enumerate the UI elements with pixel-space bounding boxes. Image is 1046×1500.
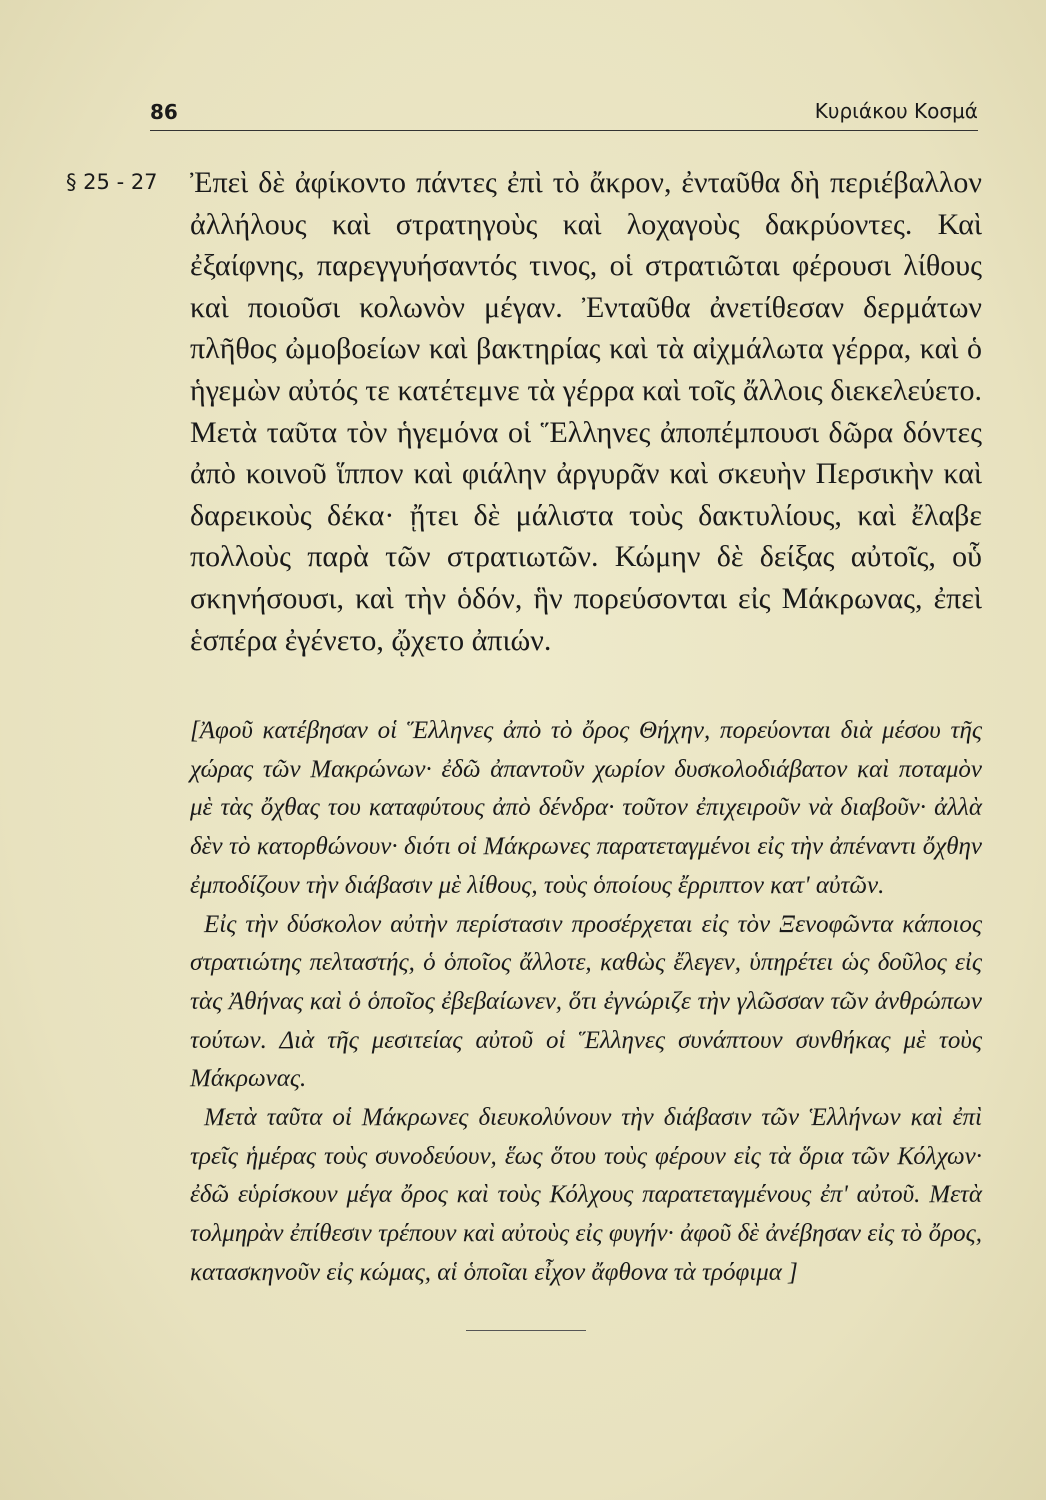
page-number: 86 (150, 100, 178, 124)
commentary-paragraph-3: Μετὰ ταῦτα οἱ Μάκρωνες διευκολύνουν τὴν διάβασιν τῶν Ἑλλήνων καὶ ἐπὶ τρεῖς ἡμέρας τοὺς συνοδεύουν, ἕως ὅτου τοὺς φέρουν εἰς τὰ ὅρια τῶν Κόλχων· ἐδῶ εὑρίσκουν μέγα ὄρος καὶ τοὺς Κόλχους παρατεταγμένους ἐπ' αὐτοῦ. Μετὰ τολμηρὰν ἐπίθεσιν τρέπουν καὶ αὐτοὺς εἰς φυγήν· ἀφοῦ δὲ ἀνέβησαν εἰς τὸ ὄρος, κατασκηνοῦν εἰς κώμας, αἱ ὁποῖαι εἶχον ἄφθονα τὰ τρόφιμα ] (190, 1104, 982, 1286)
running-title: Κυριάκου Κοσμά (814, 99, 978, 123)
commentary-paragraph-2: Εἰς τὴν δύσκολον αὐτὴν περίστασιν προσέρχεται εἰς τὸν Ξενοφῶντα κάποιος στρατιώτης πελταστής, ὁ ὁποῖος ἄλλοτε, καθὼς ἔλεγεν, ὑπηρέτει ὡς δοῦλος εἰς τὰς Ἀθήνας καὶ ὁ ὁποῖος ἐβεβαίωνεν, ὅτι ἐγνώριζε τὴν γλῶσσαν τῶν ἀνθρώπων τούτων. Διὰ τῆς μεσιτείας αὐτοῦ οἱ Ἕλληνες συνάπτουν συνθήκας μὲ τοὺς Μάκρωνας. (190, 910, 982, 1093)
commentary-block (190, 712, 982, 1293)
section-reference: § 25 - 27 (66, 170, 158, 194)
main-paragraph: Ἐπεὶ δὲ ἀφίκοντο πάντες ἐπὶ τὸ ἄκρον, ἐνταῦθα δὴ περιέβαλλον ἀλλήλους καὶ στρατηγοὺς καὶ λοχαγοὺς δακρύοντες. Καὶ ἐξαίφνης, παρεγγυήσαντός τινος, οἱ στρατιῶται φέρουσι λίθους καὶ ποιοῦσι κολωνὸν μέγαν. Ἐνταῦθα ἀνετίθεσαν δερμάτων πλῆθος ὠμοβοείων καὶ βακτηρίας καὶ τὰ αἰχμάλωτα γέρρα, καὶ ὁ ἡγεμὼν αὐτός τε κατέτεμνε τὰ γέρρα καὶ τοῖς ἄλλοις διεκελεύετο. Μετὰ ταῦτα τὸν ἡγεμόνα οἱ Ἕλληνες ἀποπέμπουσι δῶρα δόντες ἀπὸ κοινοῦ ἵππον καὶ φιάλην ἀργυρᾶν καὶ σκευὴν Περσικὴν καὶ δαρεικοὺς δέκα· ᾔτει δὲ μάλιστα τοὺς δακτυλίους, καὶ ἔλαβε πολλοὺς παρὰ τῶν στρατιωτῶν. Κώμην δὲ δείξας αὐτοῖς, οὗ σκηνήσουσι, καὶ τὴν ὁδόν, ἣν πορεύσονται εἰς Μάκρωνας, ἐπεὶ ἑσπέρα ἐγένετο, ᾤχετο ἀπιών. (190, 166, 982, 657)
bottom-rule (466, 1330, 586, 1331)
header-rule (150, 130, 978, 131)
commentary-paragraph-1: [Ἀφοῦ κατέβησαν οἱ Ἕλληνες ἀπὸ τὸ ὄρος Θήχην, πορεύονται διὰ μέσου τῆς χώρας τῶν Μακρώνων· ἐδῶ ἀπαντοῦν χωρίον δυσκολοδιάβατον καὶ ποταμὸν μὲ τὰς ὄχθας του καταφύτους ἀπὸ δένδρα· τοῦτον ἐπιχειροῦν νὰ διαβοῦν· ἀλλὰ δὲν τὸ κατορθώνουν· διότι οἱ Μάκρωνες παρατεταγμένοι εἰς τὴν ἀπέναντι ὄχθην ἐμποδίζουν τὴν διάβασιν μὲ λίθους, τοὺς ὁποίους ἔρριπτον κατ' αὐτῶν. (190, 717, 982, 899)
main-greek-text (190, 162, 982, 661)
